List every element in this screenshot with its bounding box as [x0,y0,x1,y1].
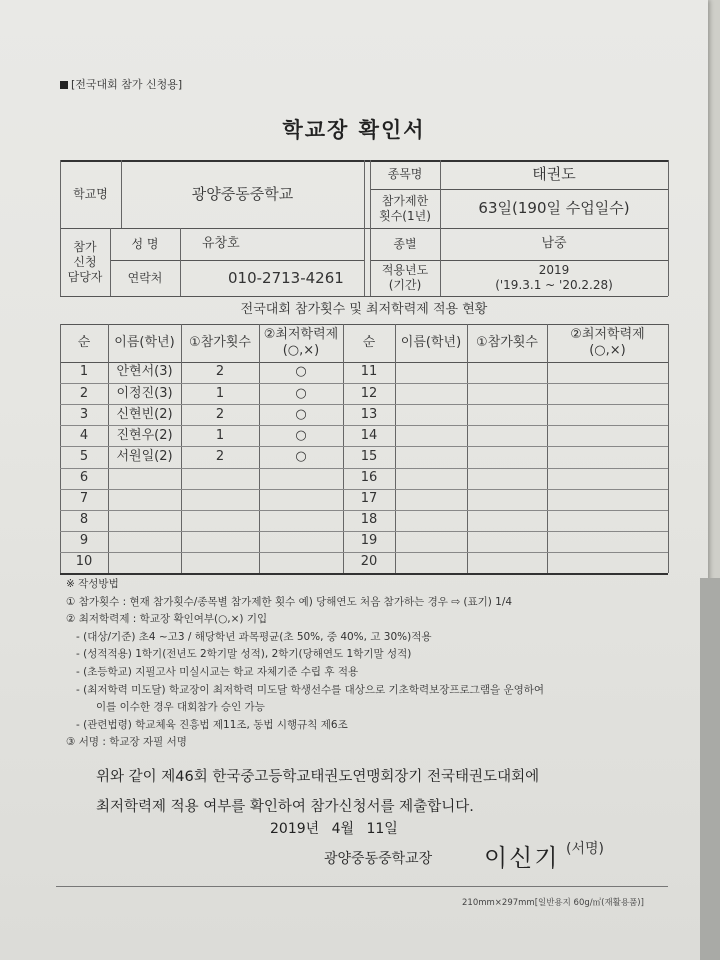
row-no-right: 17 [360,491,378,507]
row-no: 10 [75,554,93,570]
year-value: 2019 [538,263,570,277]
declaration-line-1: 위와 같이 제46회 한국중고등학교태권도연맹회장기 전국태권도대회에 [96,769,540,785]
row-no: 3 [79,406,89,422]
row-mark: ○ [295,385,307,401]
row-count: 1 [215,385,225,401]
row-no-right: 19 [360,533,378,549]
row-mark: ○ [295,427,307,443]
row-name: 이정진(3) [116,385,173,401]
note-grade-application: - (성적적용) 1학기(전년도 2학기말 성적), 2학기(당해연도 1학기말 성적) [76,648,412,661]
declaration-line-2: 최저학력제 적용 여부를 확인하여 참가신청서를 제출합니다. [96,799,474,815]
row-no: 2 [79,385,89,401]
name-value: 유창호 [202,235,240,251]
row-no-right: 16 [360,469,378,485]
row-no: 4 [79,427,89,443]
header-count-right: ①참가횟수 [476,334,538,350]
row-name: 서원일(2) [116,448,173,464]
row-name [108,531,181,552]
document-title: 학교장 확인서 [282,118,426,142]
row-count: 2 [215,364,225,380]
form-code-text: [전국대회 참가 신청용] [71,78,183,91]
seal-mark: (서명) [566,841,604,857]
note-target-criteria: - (대상/기준) 초4 ~고3 / 해당학년 과목평균(초 50%, 중 40%, 고 30%)적용 [76,630,432,643]
row-no-right: 11 [360,364,378,380]
row-mark [259,489,343,510]
year-cell [440,260,668,296]
event-label: 종목명 [387,167,423,181]
row-mark [259,552,343,573]
header-no-left: 순 [77,334,91,350]
note-minimum-academic: ② 최저학력제 : 학교장 확인여부(○,×) 기입 [66,613,268,626]
row-count [181,552,259,573]
handwritten-signature: 이신기 [484,844,560,872]
row-no: 8 [79,512,89,528]
declaration [96,762,696,822]
table-caption: 전국대회 참가횟수 및 최저학력제 적용 현황 [240,301,488,317]
writing-instructions [66,576,666,752]
row-count: 1 [215,427,225,443]
notes-heading: ※ 작성방법 [66,578,119,590]
note-signature: ③ 서명 : 학교장 자필 서명 [66,736,187,749]
row-name [108,468,181,489]
row-count [181,531,259,552]
principal-title: 광양중동중학교장 [324,851,433,867]
contact-label: 연락처 [127,270,163,285]
document-date: 2019년 4월 11일 [270,821,398,837]
row-no-right: 20 [360,554,378,570]
note-not-reached: - (최저학력 미도달) 학교장이 최저학력 미도달 학생선수를 대상으로 기초학력보장프로그램을 운영하여 [76,683,545,696]
school-name: 광양중동중학교 [191,184,294,203]
row-count: 2 [215,406,225,422]
row-name: 안현서(3) [116,364,173,380]
header-name-left: 이름(학년) [114,334,175,350]
year-label: 적용년도 (기간) [381,263,429,292]
row-no: 1 [79,364,89,380]
header-count-left: ①참가횟수 [189,334,251,350]
row-no: 7 [79,491,89,507]
row-count: 2 [215,448,225,464]
header-mark-left: ②최저학력제 (○,×) [263,326,339,358]
paper-spec-note: 210mm×297mm[일반용지 60g/㎡(재활용품)] [462,898,644,908]
limit-value: 63일(190일 수업일수) [478,199,630,218]
category-value: 남중 [541,235,567,251]
row-count [181,510,259,531]
row-no: 5 [79,448,89,464]
limit-label: 참가제한 횟수(1년) [379,193,431,223]
row-name: 신현빈(2) [116,406,173,422]
row-mark [259,468,343,489]
name-label: 성 명 [131,236,159,251]
row-count [181,468,259,489]
row-mark: ○ [295,364,307,380]
form-code [60,76,182,92]
school-label: 학교명 [73,186,108,201]
contact-value: 010-2713-4261 [228,268,344,287]
note-not-reached-cont: 이를 이수한 경우 대회참가 승인 가능 [96,701,265,714]
manager-label: 참가 신청 담당자 [67,239,103,284]
row-no-right: 12 [360,385,378,401]
row-mark [259,510,343,531]
row-name: 진현우(2) [116,427,173,443]
row-name [108,552,181,573]
row-no-right: 13 [360,406,378,422]
row-no-right: 15 [360,448,378,464]
row-no-right: 18 [360,512,378,528]
row-name [108,489,181,510]
row-mark [259,531,343,552]
header-name-right: 이름(학년) [400,334,462,350]
row-name [108,510,181,531]
note-related-law: - (관련법령) 학교체육 진흥법 제11조, 동법 시행규칙 제6조 [76,718,348,731]
row-no-right: 14 [360,427,378,443]
note-participation-count: ① 참가횟수 : 현재 참가횟수/종목별 참가제한 횟수 예) 당해연도 처음 참가하는 경우 ⇨ (표기) 1/4 [66,595,513,608]
header-no-right: 순 [362,334,376,350]
row-no: 6 [79,469,89,485]
category-label: 종별 [393,236,417,251]
row-mark: ○ [295,406,307,422]
note-elementary: - (초등학교) 지필고사 미실시교는 학교 자체기준 수립 후 적용 [76,665,359,678]
row-count [181,489,259,510]
row-no: 9 [79,533,89,549]
background-edge [700,578,720,960]
year-period: ('19.3.1 ~ '20.2.28) [495,278,613,292]
square-bullet-icon [60,81,68,89]
event-value: 태권도 [532,165,576,184]
header-mark-right: ②최저학력제 (○,×) [570,326,645,358]
row-mark: ○ [295,448,307,464]
